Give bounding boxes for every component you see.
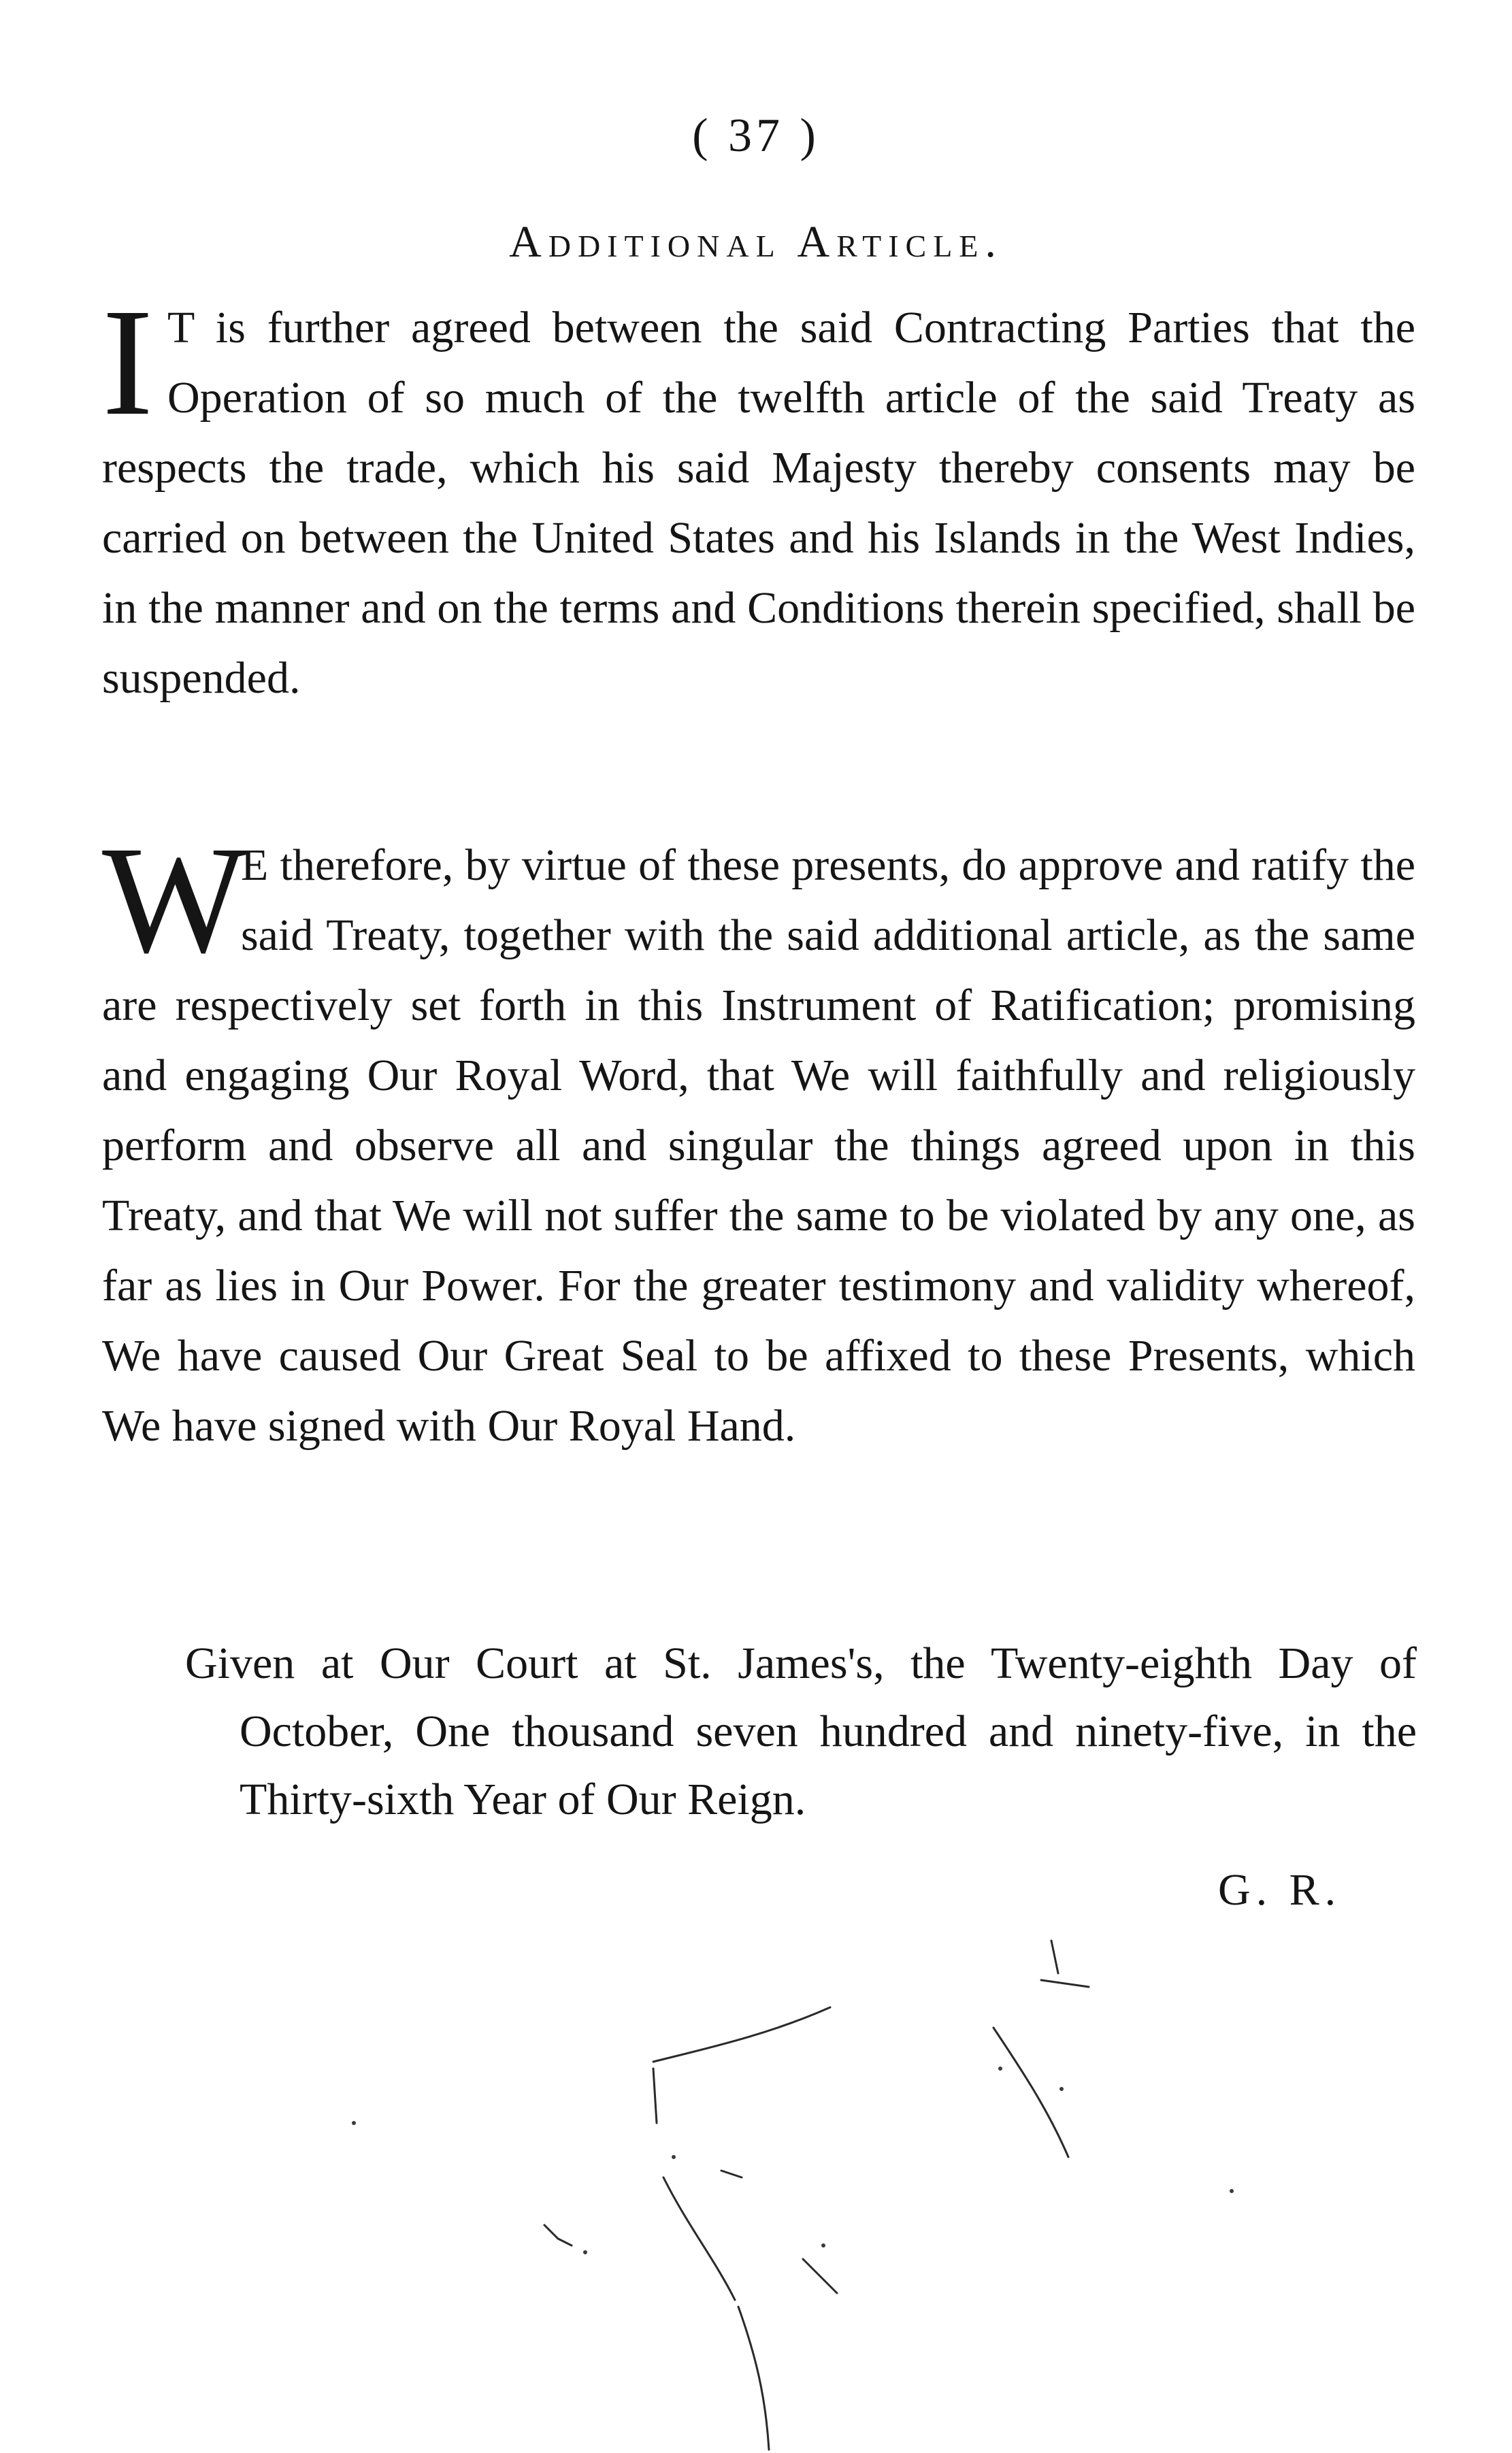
seal-stroke-9: [653, 2069, 657, 2123]
seal-stroke-8: [544, 2225, 572, 2245]
seal-dot-7: [1230, 2189, 1234, 2193]
seal-stroke-7: [803, 2259, 837, 2293]
additional-article-paragraph: [102, 277, 1415, 713]
seal-impression-marks: [0, 1932, 1512, 2453]
ratification-text: E therefore, by virtue of these presents, do approve and ratify the said Treaty, together with the said additional article, as the same are respectively set forth in this Instrument of Ratification; promising and engaging Our Royal Word, that We will faithfully and religiously perform and observe all and singular the things agreed upon in this Treaty, and that We will not suffer the same to be violated by any one, as far as lies in Our Power. For the greater testimony and validity whereof, We have caused Our Great Seal to be affixed to these Presents, which We have signed with Our Royal Hand.: [102, 840, 1415, 1451]
page-number: ( 37 ): [692, 110, 820, 162]
seal-dot-4: [672, 2155, 676, 2159]
seal-stroke-6: [1041, 1980, 1089, 1987]
seal-stroke-3: [738, 2307, 769, 2450]
seal-stroke-10: [721, 2171, 742, 2177]
royal-signature: G. R.: [1218, 1865, 1342, 1915]
seal-dot-2: [998, 2067, 1002, 2071]
seal-dot-6: [352, 2121, 356, 2125]
section-heading: Additional Article.: [509, 217, 1003, 267]
seal-stroke-1: [653, 2007, 830, 2062]
drop-cap-i: I: [102, 277, 154, 447]
given-at-court-paragraph: Given at Our Court at St. James's, the Twenty-eighth Day of October, One thousand seven hundred and ninety-five, in the Thirty-sixth Year of Our Reign.: [185, 1639, 1417, 1824]
seal-stroke-5: [1051, 1941, 1058, 1973]
seal-stroke-4: [993, 2028, 1068, 2157]
drop-cap-w: W: [102, 814, 248, 985]
seal-dot-1: [821, 2243, 825, 2248]
ratification-paragraph: [102, 814, 1415, 1461]
seal-dot-3: [1059, 2087, 1064, 2091]
additional-article-text: T is further agreed between the said Contracting Parties that the Operation of so much of the twelfth article of the said Treaty as respects the trade, which his said Majesty thereby consents may be carried on between the United States and his Islands in the West Indies, in the manner and on the terms and Conditions therein specified, shall be suspended.: [102, 303, 1415, 703]
seal-dot-5: [583, 2250, 587, 2254]
seal-stroke-2: [663, 2177, 735, 2300]
